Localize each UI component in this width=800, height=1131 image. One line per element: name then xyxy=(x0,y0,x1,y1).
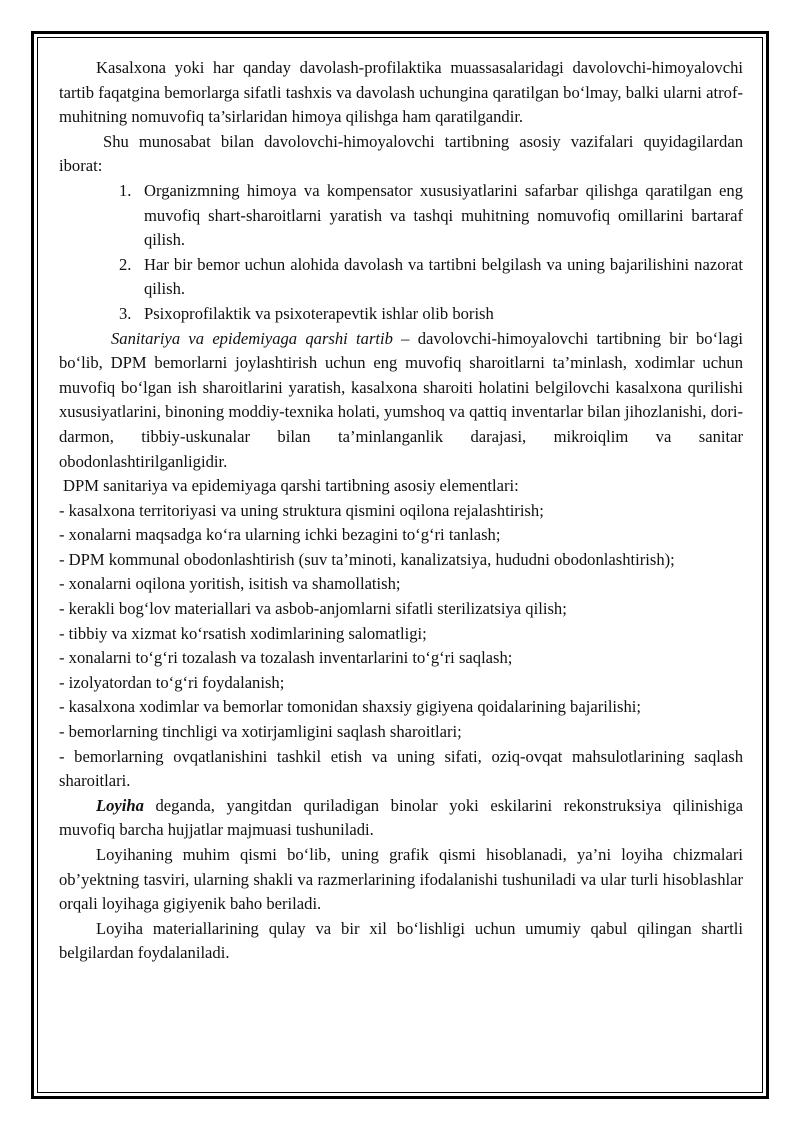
element-item: - kerakli bog‘lov materiallari va asbob-anjomlarni sifatli sterilizatsiya qilish; xyxy=(59,599,567,619)
element-item: - tibbiy va xizmat ko‘rsatish xodimlarining salomatligi; xyxy=(59,623,427,643)
sanitary-definition: – davolovchi-himoyalovchi tartibning bir bo‘lagi bo‘lib, DPM bemorlarni joylashtirish uchun eng muvofiq sharoitlarni ta’minlash, xodimlar uchun muvofiq bo‘lgan ish sharoitlarini yaratish, kasalxona sharoiti holatini belgilovchi kasalxona qurilishi xususiyatlarini, binoning moddiy-texnika holati, yumshoq va qattiq inventarlar bilan jihozlanishi, dori-darmon, tibbiy-uskunalar bilan ta’minlanganlik darajasi, mikroiqlim va sanitar obodonlashtirilganligidir. xyxy=(59,328,743,471)
element-item: - kasalxona territoriyasi va uning struktura qismini oqilona rejalashtirish; xyxy=(59,500,544,520)
paragraph-elements-intro: DPM sanitariya va epidemiyaga qarshi tartibning asosiy elementlari: xyxy=(63,476,519,496)
elements-list xyxy=(59,499,743,794)
task-item xyxy=(59,179,743,253)
element-item: - kasalxona xodimlar va bemorlar tomonidan shaxsiy gigiyena qoidalarining bajarilishi; xyxy=(59,697,642,717)
element-item: - bemorlarning tinchligi va xotirjamligini saqlash sharoitlari; xyxy=(59,722,462,742)
task-item xyxy=(59,302,743,327)
paragraph-tasks-intro: Shu munosabat bilan davolovchi-himoyalovchi tartibning asosiy vazifalari quyidagilardan iborat: xyxy=(59,131,743,176)
sanitary-term: Sanitariya va epidemiyaga qarshi tartib xyxy=(111,328,393,348)
element-item: - izolyatordan to‘g‘ri foydalanish; xyxy=(59,672,285,692)
task-text: Organizmning himoya va kompensator xususiyatlarini safarbar qilishga qaratilgan eng muvofiq shart-sharoitlarni yaratish va tashqi muhitning nomuvofiq omillarini bartaraf qilish. xyxy=(144,180,743,250)
document-body xyxy=(59,56,743,966)
task-number: 3. xyxy=(119,303,132,323)
element-item: - DPM kommunal obodonlashtirish (suv ta’minoti, kanalizatsiya, hududni obodonlashtirish); xyxy=(59,549,675,569)
paragraph-loyiha-definition xyxy=(59,794,743,843)
element-item: - xonalarni maqsadga ko‘ra ularning ichki bezagini to‘g‘ri tanlash; xyxy=(59,525,501,545)
task-text: Psixoprofilaktik va psixoterapevtik ishlar olib borish xyxy=(144,303,494,323)
task-number: 1. xyxy=(119,180,132,200)
element-item: - xonalarni oqilona yoritish, isitish va shamollatish; xyxy=(59,574,401,594)
paragraph-intro: Kasalxona yoki har qanday davolash-profilaktika muassasalaridagi davolovchi-himoyalovchi tartib faqatgina bemorlarga sifatli tashxis va davolash uchungina qaratilgan bo‘lmay, balki ularni atrof-muhitning nomuvofiq ta’sirlaridan himoya qilishga ham qaratilgandir. xyxy=(59,58,743,127)
paragraph-loyiha-symbols: Loyiha materiallarining qulay va bir xil bo‘lishligi uchun umumiy qabul qilingan shartli belgilardan foydalaniladi. xyxy=(59,918,743,963)
paragraph-loyiha-graphic: Loyihaning muhim qismi bo‘lib, uning grafik qismi hisoblanadi, ya’ni loyiha chizmalari ob’yektning tasviri, ularning shakli va razmerlarining ifodalanishi tushuniladi va ular turli hisoblashlar orqali loyihaga gigiyenik baho beriladi. xyxy=(59,845,743,914)
loyiha-definition: deganda, yangitdan quriladigan binolar yoki eskilarini rekonstruksiya qilinishiga muvofiq barcha hujjatlar majmuasi tushuniladi. xyxy=(59,795,743,840)
loyiha-term: Loyiha xyxy=(96,795,144,815)
task-text: Har bir bemor uchun alohida davolash va tartibni belgilash va uning bajarilishini nazorat qilish. xyxy=(144,254,743,299)
task-item xyxy=(59,253,743,302)
element-item: - bemorlarning ovqatlanishini tashkil etish va uning sifati, oziq-ovqat mahsulotlarining saqlash sharoitlari. xyxy=(59,746,743,791)
task-number: 2. xyxy=(119,254,132,274)
element-item: - xonalarni to‘g‘ri tozalash va tozalash inventarlarini to‘g‘ri saqlash; xyxy=(59,648,513,668)
paragraph-sanitary-regime xyxy=(59,327,743,475)
tasks-list xyxy=(59,179,743,327)
